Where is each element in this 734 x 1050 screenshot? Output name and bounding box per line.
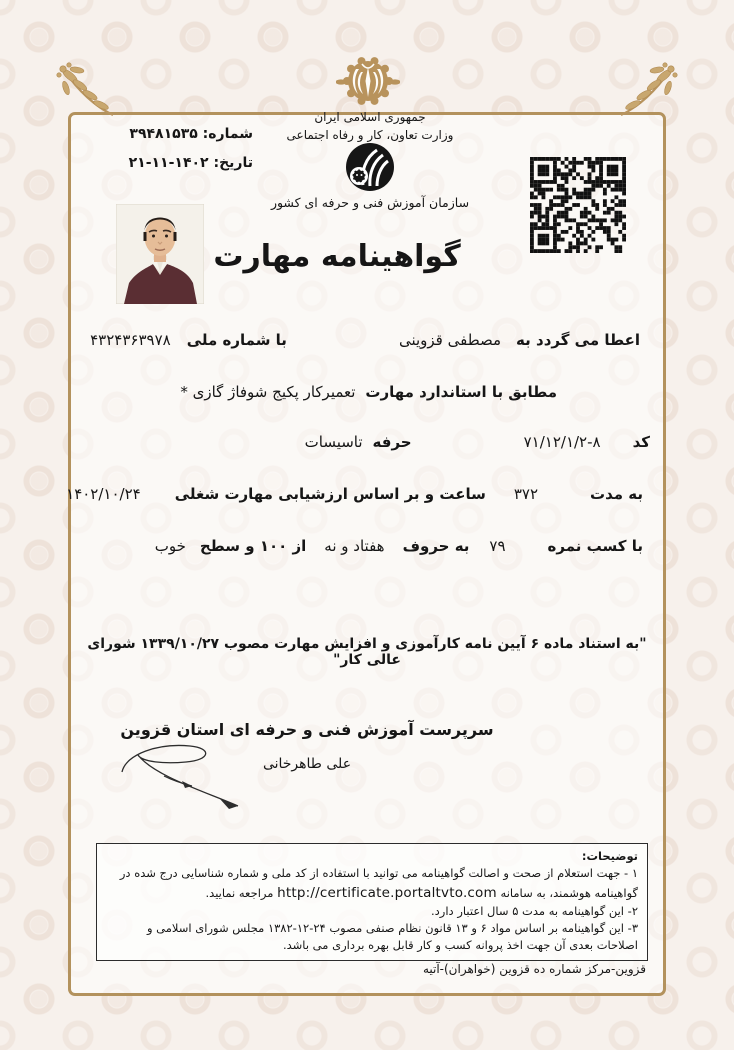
ministry-name: وزارت تعاون، کار و رفاه اجتماعی: [286, 128, 454, 142]
granted-line: [90, 330, 640, 350]
tvto-logo-icon: [343, 142, 397, 192]
notes-title: توضیحات:: [581, 849, 638, 863]
outof-label: از ۱۰۰ و سطح: [199, 537, 307, 555]
note-1-text: ۱ - جهت استعلام از صحت و اصالت گواهینامه می توانید با استفاده از کد ملی و شماره شناسایی درج شده در گواهینامه هوشمند، به سامانه: [119, 866, 638, 900]
words-label: به حروف: [402, 537, 470, 555]
duration-line: [66, 484, 643, 504]
granted-label: اعطا می گردد به: [516, 331, 640, 349]
note-1-suffix: مراجعه نمایید.: [205, 885, 274, 900]
signatory-name: علی طاهرخانی: [262, 756, 352, 772]
duration-label: به مدت: [590, 485, 643, 503]
serial-number-label: شماره:: [202, 126, 253, 142]
notes-box: [96, 843, 648, 961]
score-label: با کسب نمره: [547, 537, 643, 555]
signature-scribble: [112, 740, 262, 818]
issue-date-value: ۱۴۰۲-۱۱-۲۱: [128, 155, 209, 171]
code-line: [305, 432, 650, 452]
standard-label: مطابق با استاندارد مهارت: [365, 383, 557, 401]
score-line: [155, 536, 643, 556]
organization-name: سازمان آموزش فنی و حرفه ای کشور: [270, 195, 470, 210]
level-value: خوب: [154, 537, 186, 555]
score-words: هفتاد و نه: [324, 537, 385, 555]
code-value: ۸-۷۱/۱۲/۱/۲: [523, 433, 601, 451]
qr-code: [530, 157, 626, 253]
country-name: جمهوری اسلامی ایران: [314, 110, 426, 124]
assessment-date: ۱۴۰۲/۱۰/۲۴: [66, 485, 141, 503]
issue-date-label: تاریخ:: [213, 155, 253, 171]
floral-ornament-right-icon: [618, 62, 678, 120]
signatory-title: سرپرست آموزش فنی و حرفه ای استان قزوین: [120, 720, 494, 739]
standard-value: تعمیرکار پکیج شوفاژ گازی *: [180, 383, 356, 401]
note-item-2: ۲- این گواهینامه به مدت ۵ سال اعتبار دارد.: [431, 903, 638, 918]
score-value: ۷۹: [489, 537, 506, 555]
duration-value: ۳۷۲: [513, 485, 539, 503]
serial-number-block: [129, 120, 253, 178]
government-header: [238, 108, 502, 144]
assessment-label: ساعت و بر اساس ارزشیابی مهارت شغلی: [174, 485, 486, 503]
national-emblem-icon: [336, 52, 400, 112]
serial-number-value: ۳۹۴۸۱۵۳۵: [129, 126, 198, 142]
note-item-1: [106, 865, 638, 903]
floral-ornament-left-icon: [56, 62, 116, 120]
serial-number-line: [129, 120, 253, 149]
verification-url: http://certificate.portaltvto.com: [277, 884, 497, 901]
national-id-value: ۴۳۲۴۳۶۳۹۷۸: [90, 331, 171, 349]
certificate-title: گواهینامه مهارت: [213, 239, 461, 274]
note-item-3: ۳- این گواهینامه بر اساس مواد ۶ و ۱۳ قانون نظام صنفی مصوب ۲۴-۱۲-۱۳۸۲ مجلس شورای اسلامی و اصلاحات بعدی آن جهت اخذ پروانه کسب و کار قابل بهره برداری می باشد.: [146, 921, 638, 953]
issue-date-line: [129, 149, 253, 178]
recipient-name: مصطفی قزوینی: [398, 331, 502, 349]
national-id-label: با شماره ملی: [186, 331, 287, 349]
code-label: کد: [632, 433, 650, 451]
legal-reference: "به استناد ماده ۶ آیین نامه کارآموزی و افزایش مهارت مصوب ۱۳۳۹/۱۰/۲۷ شورای عالی کار": [87, 636, 647, 668]
profession-value: تاسیسات: [304, 433, 363, 451]
profession-label: حرفه: [372, 433, 412, 451]
issuing-center: قزوین-مرکز شماره ده قزوین (خواهران)-آتیه: [422, 962, 646, 976]
standard-line: [180, 382, 557, 402]
